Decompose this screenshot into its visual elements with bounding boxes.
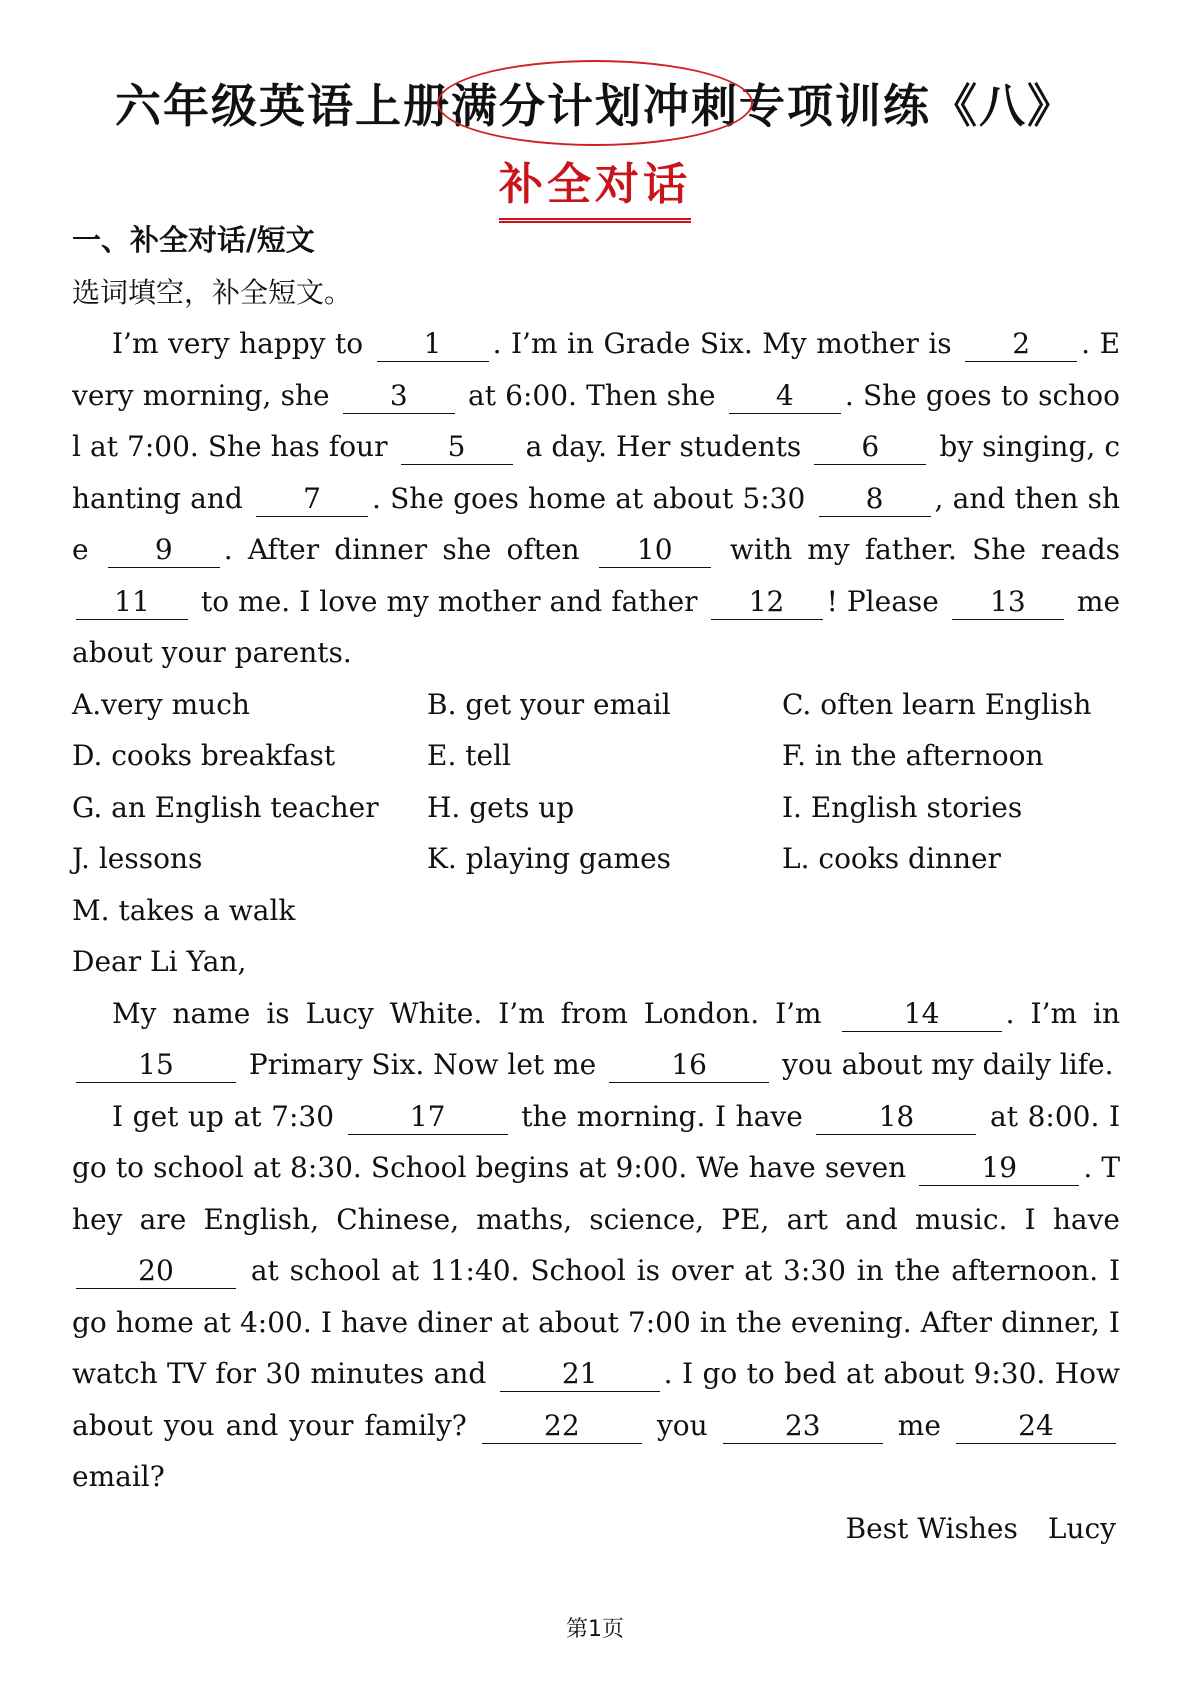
title-suffix: 专项训练《八》 [739, 79, 1075, 133]
blank-6[interactable]: 6 [814, 430, 926, 465]
blank-2[interactable]: 2 [965, 327, 1077, 362]
passage-text: to me. I love my mother and father [201, 584, 698, 618]
letter-text: My name is Lucy White. I’m from London. I’m [112, 996, 822, 1030]
letter-text: I get up at 7:30 [112, 1099, 335, 1133]
option-f: F. in the afternoon [782, 739, 1044, 772]
blank-7[interactable]: 7 [256, 482, 368, 517]
passage-text: . I’m in Grade Six. My mother is [492, 327, 952, 360]
passage-text: . Every morning, she [72, 327, 1121, 412]
blank-8[interactable]: 8 [819, 482, 931, 517]
option-g: G. an English teacher [72, 790, 379, 824]
passage-text: with my father. She reads [729, 533, 1120, 566]
passage-text: at 6:00. Then she [468, 378, 716, 412]
passage-text: ! Please [826, 584, 939, 618]
title-circled-phrase: 满分计划冲刺 [451, 70, 739, 136]
blank-14[interactable]: 14 [842, 997, 1002, 1032]
blank-4[interactable]: 4 [729, 379, 841, 414]
title-prefix: 六年级英语上册 [115, 79, 451, 133]
worksheet-content [72, 215, 1120, 1554]
letter-text: at school at 11:40. School is over at 3:30 in the afternoon. I go home at 4:00. I have diner at about 7:00 in the evening. After dinner, I watch TV for 30 minutes and [72, 1254, 1121, 1390]
letter-text: at 8:00. I go to school at 8:30. School begins at 9:00. We have seven [72, 1099, 1121, 1184]
passage-1 [72, 318, 1120, 679]
letter-text: you [656, 1408, 708, 1442]
passage-text: by singing, chanting and [72, 430, 1121, 515]
passage-text: . After dinner she often [223, 533, 580, 566]
blank-18[interactable]: 18 [816, 1100, 976, 1135]
blank-12[interactable]: 12 [711, 585, 823, 620]
option-b: B. get your email [427, 687, 671, 721]
section-heading: 一、补全对话/短文 [72, 223, 315, 257]
letter-text: the morning. I have [521, 1099, 803, 1133]
blank-17[interactable]: 17 [348, 1100, 508, 1135]
blank-1[interactable]: 1 [377, 327, 489, 362]
letter-text: . I’m in [1005, 996, 1120, 1030]
blank-15[interactable]: 15 [76, 1048, 236, 1083]
blank-3[interactable]: 3 [343, 379, 455, 414]
section-instruction: 选词填空，补全短文。 [72, 275, 353, 309]
passage-text: a day. Her students [525, 430, 802, 463]
letter-text: Primary Six. Now let me [248, 1048, 597, 1081]
option-a: A.very much [72, 687, 250, 721]
option-m: M. takes a walk [72, 893, 296, 927]
letter-text: email? [72, 1460, 165, 1493]
page-header [0, 70, 1190, 136]
option-d: D. cooks breakfast [72, 739, 336, 772]
blank-19[interactable]: 19 [919, 1151, 1079, 1186]
blank-20[interactable]: 20 [76, 1254, 236, 1289]
letter-signature: Lucy [1047, 1511, 1116, 1545]
letter-closing: Best Wishes [845, 1511, 1018, 1545]
blank-16[interactable]: 16 [609, 1048, 769, 1083]
passage-text: I’m very happy to [112, 327, 364, 360]
passage-text: . She goes to school at 7:00. She has four [72, 378, 1120, 463]
page-subtitle: 补全对话 [499, 148, 691, 223]
option-k: K. playing games [427, 842, 672, 875]
blank-11[interactable]: 11 [76, 585, 188, 620]
letter-text: me [897, 1408, 941, 1442]
blank-22[interactable]: 22 [482, 1409, 642, 1444]
page-title [115, 70, 1075, 136]
passage-text: . She goes home at about 5:30 [372, 481, 806, 515]
blank-24[interactable]: 24 [956, 1409, 1116, 1444]
passage-text: , and then she [72, 481, 1120, 566]
subtitle-wrap [0, 148, 1190, 223]
letter-paragraph-1 [72, 988, 1120, 1091]
letter-signoff [72, 1503, 1120, 1555]
option-j: J. lessons [72, 842, 203, 875]
letter-paragraph-2 [72, 1091, 1120, 1503]
blank-9[interactable]: 9 [108, 533, 220, 568]
letter-text: . I go to bed at about 9:30. How about you and your family? [72, 1357, 1120, 1442]
page-number: 第1页 [566, 1617, 624, 1642]
blank-21[interactable]: 21 [500, 1357, 660, 1392]
blank-10[interactable]: 10 [599, 533, 711, 568]
blank-13[interactable]: 13 [952, 585, 1064, 620]
blank-5[interactable]: 5 [401, 430, 513, 465]
options-list [72, 679, 1120, 937]
option-e: E. tell [427, 739, 511, 772]
option-h: H. gets up [427, 790, 575, 824]
option-i: I. English stories [782, 790, 1023, 824]
blank-23[interactable]: 23 [723, 1409, 883, 1444]
option-l: L. cooks dinner [782, 842, 1001, 875]
passage-text: me about your parents. [72, 584, 1121, 669]
letter-text: you about my daily life. [782, 1048, 1114, 1081]
option-c: C. often learn English [782, 687, 1092, 721]
letter-text: . They are English, Chinese, maths, science, PE, art and music. I have [72, 1151, 1120, 1236]
letter-greeting: Dear Li Yan, [72, 945, 247, 978]
